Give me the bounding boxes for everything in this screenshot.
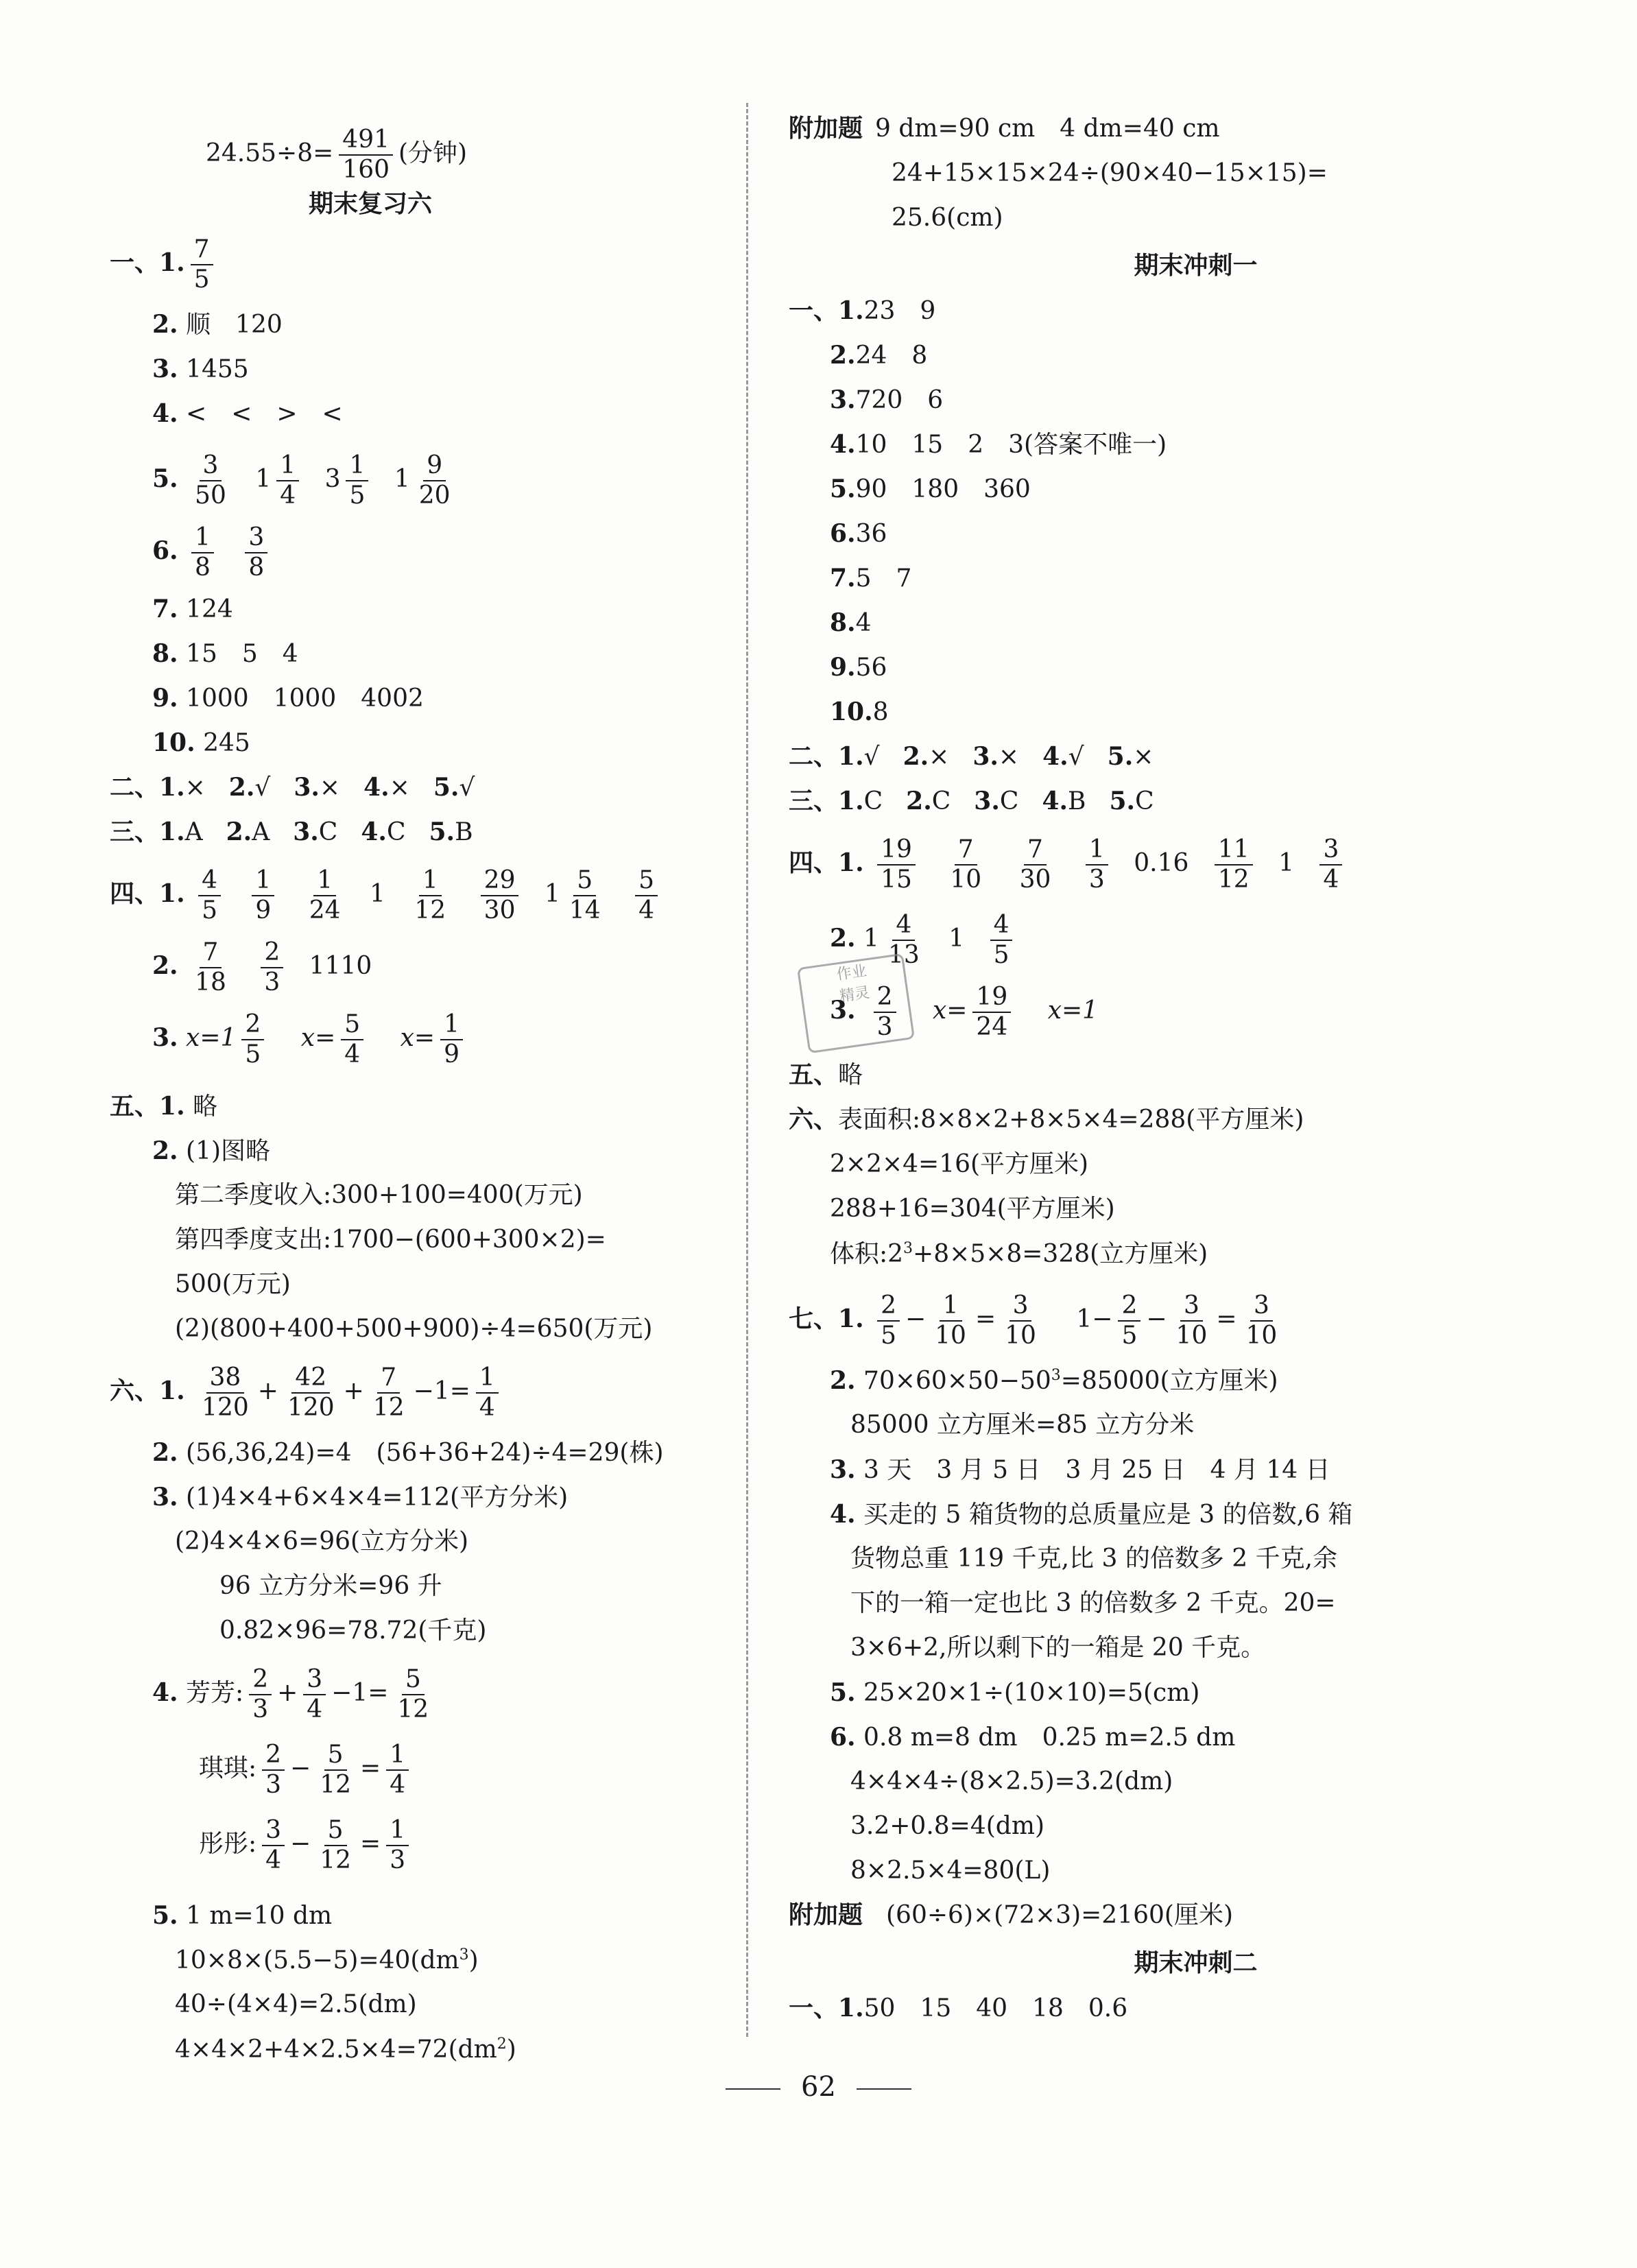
q3: 三、1.A 2.A 3.C 4.C 5.B bbox=[110, 817, 473, 846]
extra-3: 25.6(cm) bbox=[892, 204, 1003, 232]
q6-1: 六、1. $\frac{38}{120}$ + $\frac{42}{120}$ + $\frac{7}{12}$ −1= $\frac{1}{4}$ bbox=[110, 1365, 504, 1421]
q5-l3: 500(万元) bbox=[175, 1270, 291, 1298]
c7-4a: 4. 买走的 5 箱货物的总质量应是 3 的倍数,6 箱 bbox=[830, 1500, 1353, 1529]
top-line: 24.55÷8= $\frac{491}{160}$ (分钟) bbox=[206, 126, 468, 184]
q6-5d: $4\times 4\times 2+4\times 2.5\times 4=72(dm^2)$ bbox=[175, 2036, 516, 2064]
c6-3: 288+16=304(平方厘米) bbox=[830, 1195, 1115, 1223]
q6-5: 5. 1 m=10 dm bbox=[152, 1901, 333, 1930]
extra-2: 24+15×15×24÷(90×40−15×15)= bbox=[892, 159, 1328, 187]
q6-3: 3. (1)4×4+6×4×4=112(平方分米) bbox=[152, 1483, 569, 1512]
extra-1: 附加题 9 dm=90 cm 4 dm=40 cm bbox=[789, 115, 1220, 143]
q6-4c: 彤彤: $\frac{3}{4}$ − $\frac{5}{12}$ = $\frac{1}{3}$ bbox=[199, 1817, 414, 1874]
c7-6b: 4×4×4÷(8×2.5)=3.2(dm) bbox=[850, 1767, 1173, 1795]
q4-3: 3. x=1 $\frac{2}{5}$ x= $\frac{5}{4}$ x= $\frac{1}{9}$ bbox=[152, 1012, 468, 1068]
page-number: 62 bbox=[0, 2071, 1637, 2103]
c5: 五、略 bbox=[789, 1061, 863, 1089]
c7-6d: 8×2.5×4=80(L) bbox=[850, 1857, 1051, 1885]
c7-5: 5. 25×20×1÷(10×10)=5(cm) bbox=[830, 1678, 1200, 1707]
q6-2: 2. (56,36,24)=4 (56+36+24)÷4=29(株) bbox=[152, 1438, 664, 1467]
c4-2: 2. 1 $\frac{4}{13}$ 1 $\frac{4}{5}$ bbox=[830, 912, 1018, 968]
q1-9: 9. 1000 1000 4002 bbox=[152, 684, 424, 713]
q1-2: 2. 顺 120 bbox=[152, 310, 283, 339]
q6-3c: 96 立方分米=96 升 bbox=[219, 1572, 442, 1600]
q5-l1: 第二季度收入:300+100=400(万元) bbox=[175, 1181, 583, 1209]
q5-2: 2. (1)图略 bbox=[152, 1136, 271, 1165]
expr: 24.55÷8= bbox=[206, 139, 334, 167]
c4-1: 四、1. $\frac{19}{15}$ $\frac{7}{10}$ $\frac{7}{30}$ $\frac{1}{3}$ 0.16 $\frac{11}{12}$ 1 $\frac{3}{4}$ bbox=[789, 837, 1348, 893]
c1-9: 9.56 bbox=[830, 653, 887, 682]
q1-8: 8. 15 5 4 bbox=[152, 639, 298, 668]
q5-l2: 第四季度支出:1700−(600+300×2)= bbox=[175, 1226, 606, 1254]
watermark-stamp: 作业 精灵 bbox=[797, 953, 915, 1053]
q6-3d: 0.82×96=78.72(千克) bbox=[219, 1616, 487, 1645]
q1-1: 一、1. $\frac{7}{5}$ bbox=[110, 237, 219, 293]
q6-5b: $10\times 8\times(5.5-5)=40(dm^3)$ bbox=[175, 1946, 479, 1974]
c1-10: 10.8 bbox=[830, 697, 889, 726]
q6-3b: (2)4×4×6=96(立方分米) bbox=[175, 1527, 469, 1555]
c7-1: 七、1. $\frac{2}{5}$ − $\frac{1}{10}$ = $\frac{3}{10}$ 1− $\frac{2}{5}$ − $\frac{3}{10}$ = $\frac{3}{10}$ bbox=[789, 1291, 1278, 1350]
c1-2: 2.24 8 bbox=[830, 341, 928, 370]
c7-2c: 85000 立方厘米=85 立方分米 bbox=[850, 1411, 1195, 1439]
q5-1: 五、1. 略 bbox=[110, 1092, 218, 1121]
section-title: 期末复习六 bbox=[308, 190, 432, 218]
c1-1: 一、1.23 9 bbox=[789, 296, 936, 325]
c4-3: 3. $\frac{2}{3}$ x= $\frac{19}{24}$ x=1 bbox=[830, 983, 1099, 1041]
c1-8: 8.4 bbox=[830, 608, 872, 637]
c2: 二、1.√ 2.× 3.× 4.√ 5.× bbox=[789, 742, 1154, 771]
c7-2: 2. $70\times 60\times 50-50^3=85000$(立方厘米) bbox=[830, 1366, 1278, 1395]
c7-4d: 3×6+2,所以剩下的一箱是 20 千克。 bbox=[850, 1634, 1266, 1662]
c1-4: 4.10 15 2 3(答案不唯一) bbox=[830, 430, 1167, 459]
q6-4b: 琪琪: $\frac{2}{3}$ − $\frac{5}{12}$ = $\frac{1}{4}$ bbox=[199, 1742, 414, 1798]
c7-4b: 货物总重 119 千克,比 3 的倍数多 2 千克,余 bbox=[850, 1544, 1338, 1573]
q4-2: 2. $\frac{7}{18}$ $\frac{2}{3}$ 1110 bbox=[152, 938, 372, 996]
q1-5: 5. $\frac{3}{50}$ 1 $\frac{1}{4}$ 3 $\frac{1}{5}$ 1 $\frac{9}{20}$ bbox=[152, 451, 451, 510]
q1-7: 7. 124 bbox=[152, 595, 233, 623]
q1-6: 6. $\frac{1}{8}$ $\frac{3}{8}$ bbox=[152, 525, 273, 581]
q6-4: 4. 芳芳: $\frac{2}{3}$ + $\frac{3}{4}$ −1= $\frac{5}{12}$ bbox=[152, 1665, 429, 1723]
c7-6: 6. 0.8 m=8 dm 0.25 m=2.5 dm bbox=[830, 1723, 1236, 1752]
section-title-1: 期末冲刺一 bbox=[1134, 252, 1258, 280]
c7-3: 3. 3 天 3 月 5 日 3 月 25 日 4 月 14 日 bbox=[830, 1455, 1330, 1484]
column-divider bbox=[746, 103, 748, 2037]
c7-4c: 下的一箱一定也比 3 的倍数多 2 千克。20= bbox=[850, 1589, 1336, 1617]
c1-6: 6.36 bbox=[830, 519, 887, 548]
q4-1: 四、1. $\frac{4}{5}$ $\frac{1}{9}$ $\frac{1}{24}$ 1 $\frac{1}{12}$ $\frac{29}{30}$ 1 $\frac{5}{14}$ $\frac{5}{4}$ bbox=[110, 868, 663, 924]
c1-5: 5.90 180 360 bbox=[830, 475, 1031, 503]
extra-b: 附加题 (60÷6)×(72×3)=2160(厘米) bbox=[789, 1901, 1233, 1929]
q1-3: 3. 1455 bbox=[152, 355, 249, 383]
q2: 二、1.× 2.√ 3.× 4.× 5.√ bbox=[110, 773, 475, 802]
fraction: $\frac{491}{160}$ bbox=[339, 127, 393, 183]
c3: 三、1.C 2.C 3.C 4.B 5.C bbox=[789, 787, 1154, 815]
c6-4: 体积$:2^3+8\times 5\times 8=328$(立方厘米) bbox=[830, 1240, 1208, 1268]
section-title-2: 期末冲刺二 bbox=[1134, 1949, 1258, 1977]
q5-l4: (2)(800+400+500+900)÷4=650(万元) bbox=[175, 1315, 653, 1343]
q1-4: 4. < < > < bbox=[152, 399, 343, 428]
q1-10: 10. 245 bbox=[152, 728, 250, 757]
d1-1: 一、1.50 15 40 18 0.6 bbox=[789, 1994, 1128, 2022]
c6-1: 六、表面积:8×8×2+8×5×4=288(平方厘米) bbox=[789, 1106, 1304, 1134]
q6-5c: 40÷(4×4)=2.5(dm) bbox=[175, 1990, 417, 2018]
c1-7: 7.5 7 bbox=[830, 564, 912, 593]
c1-3: 3.720 6 bbox=[830, 385, 944, 414]
c6-2: 2×2×4=16(平方厘米) bbox=[830, 1150, 1089, 1178]
c7-6c: 3.2+0.8=4(dm) bbox=[850, 1812, 1045, 1840]
